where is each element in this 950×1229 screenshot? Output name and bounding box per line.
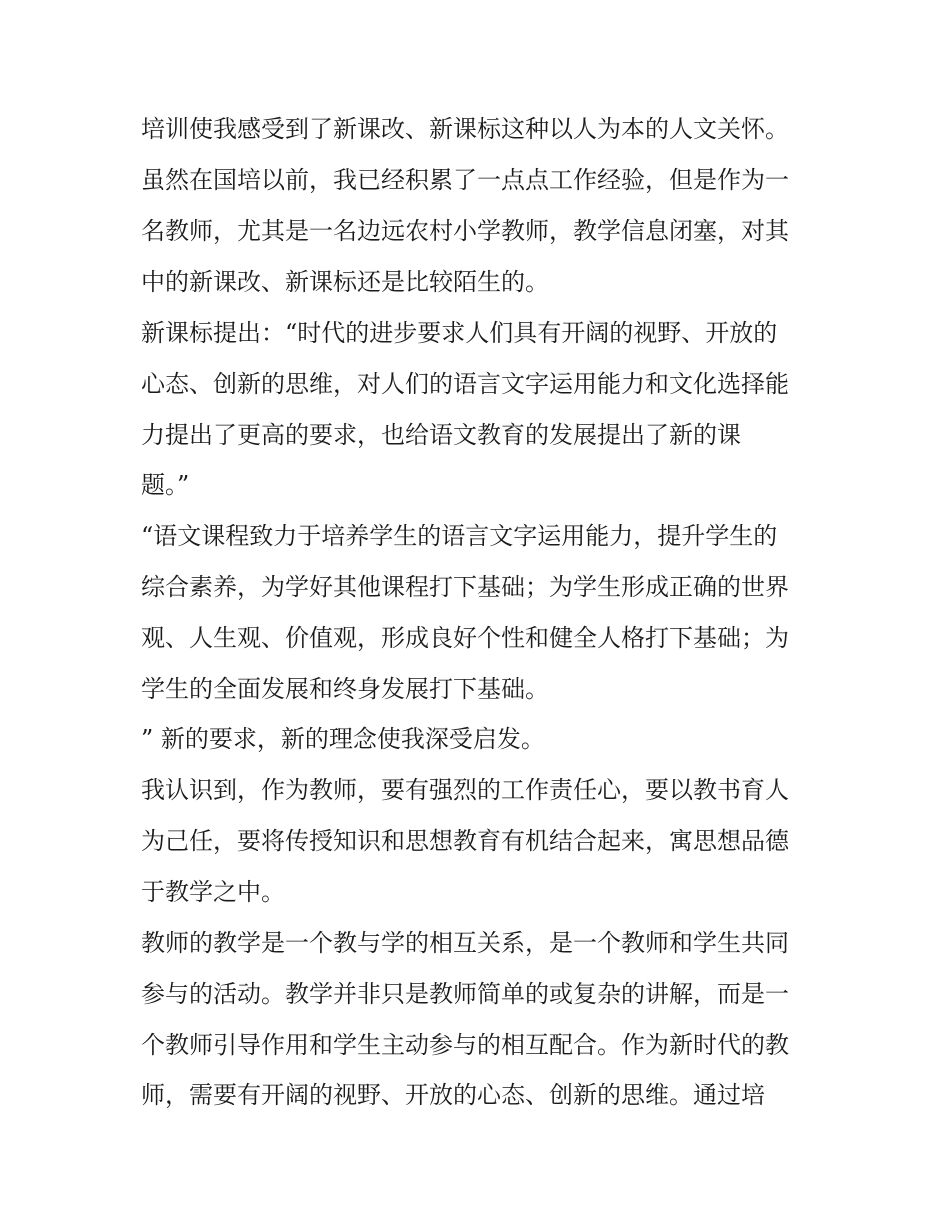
text-line: 力提出了更高的要求，也给语文教育的发展提出了新的课	[141, 421, 741, 449]
text-line: ” 新的要求，新的理念使我深受启发。	[141, 725, 545, 753]
text-line: 题。”	[141, 471, 190, 499]
text-line: “语文课程致力于培养学生的语言文字运用能力，提升学生的	[141, 522, 778, 550]
text-line: 培训使我感受到了新课改、新课标这种以人为本的人文关怀。	[141, 115, 789, 143]
text-line: 名教师，尤其是一名边远农村小学教师，教学信息闭塞，对其	[141, 217, 789, 245]
text-line: 中的新课改、新课标还是比较陌生的。	[141, 268, 549, 296]
text-line: 我认识到，作为教师，要有强烈的工作责任心，要以教书育人	[141, 776, 789, 804]
text-line: 心态、创新的思维，对人们的语言文字运用能力和文化选择能	[141, 370, 789, 398]
text-line: 师，需要有开阔的视野、开放的心态、创新的思维。通过培	[141, 1081, 765, 1109]
text-line: 于教学之中。	[141, 878, 285, 906]
text-line: 综合素养，为学好其他课程打下基础；为学生形成正确的世界	[141, 573, 789, 601]
text-line: 为己任，要将传授知识和思想教育有机结合起来，寓思想品德	[141, 827, 789, 855]
text-line: 参与的活动。教学并非只是教师简单的或复杂的讲解，而是一	[141, 980, 789, 1008]
text-line: 学生的全面发展和终身发展打下基础。	[141, 675, 549, 703]
text-line: 虽然在国培以前，我已经积累了一点点工作经验，但是作为一	[141, 166, 789, 194]
text-line: 观、人生观、价值观，形成良好个性和健全人格打下基础；为	[141, 624, 789, 652]
text-line: 个教师引导作用和学生主动参与的相互配合。作为新时代的教	[141, 1031, 789, 1059]
text-line: 教师的教学是一个教与学的相互关系，是一个教师和学生共同	[141, 929, 789, 957]
text-line: 新课标提出：“时代的进步要求人们具有开阔的视野、开放的	[141, 319, 778, 347]
